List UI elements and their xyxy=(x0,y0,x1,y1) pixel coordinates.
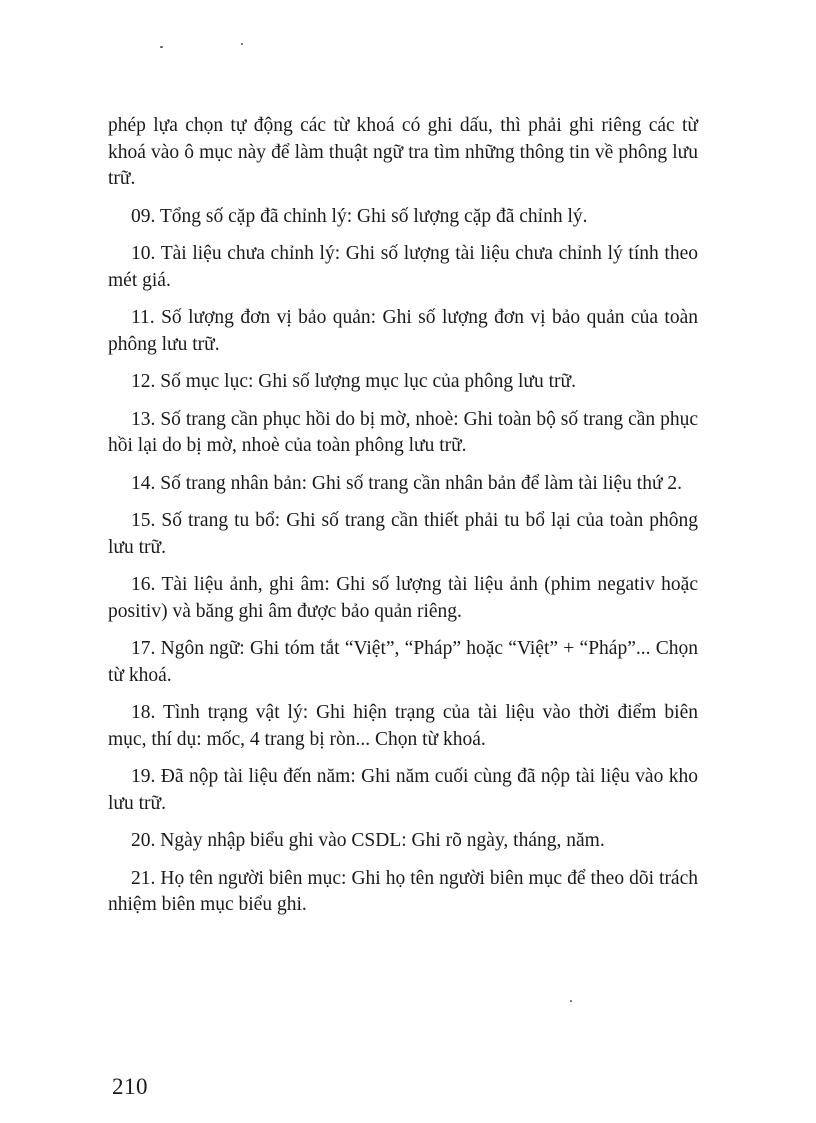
page-number: 210 xyxy=(112,1074,148,1099)
scan-speck xyxy=(241,43,243,45)
paragraph-item-11: 11. Số lượng đơn vị bảo quản: Ghi số lượng đơn vị bảo quản của toàn phông lưu trữ. xyxy=(108,307,698,355)
paragraph-item-10: 10. Tài liệu chưa chỉnh lý: Ghi số lượng tài liệu chưa chỉnh lý tính theo mét giá. xyxy=(108,243,698,291)
paragraph-item-16: 16. Tài liệu ảnh, ghi âm: Ghi số lượng tài liệu ảnh (phim negativ hoặc positiv) và băng ghi âm được bảo quản riêng. xyxy=(108,574,698,622)
paragraph-item-12: 12. Số mục lục: Ghi số lượng mục lục của phông lưu trữ. xyxy=(131,371,576,392)
paragraph-item-15: 15. Số trang tu bổ: Ghi số trang cần thiết phải tu bổ lại của toàn phông lưu trữ. xyxy=(108,510,698,558)
paragraph-item-09: 09. Tổng số cặp đã chỉnh lý: Ghi số lượng cặp đã chỉnh lý. xyxy=(131,205,588,227)
paragraph-item-19: 19. Đã nộp tài liệu đến năm: Ghi năm cuối cùng đã nộp tài liệu vào kho lưu trữ. xyxy=(108,766,698,814)
scan-speck xyxy=(160,46,163,48)
paragraph-item-20: 20. Ngày nhập biểu ghi vào CSDL: Ghi rõ ngày, tháng, năm. xyxy=(131,830,605,851)
paragraph-item-17: 17. Ngôn ngữ: Ghi tóm tắt “Việt”, “Pháp” hoặc “Việt” + “Pháp”... Chọn từ khoá. xyxy=(108,638,698,686)
paragraph-item-18: 18. Tình trạng vật lý: Ghi hiện trạng của tài liệu vào thời điểm biên mục, thí dụ: mốc, 4 trang bị ròn... Chọn từ khoá. xyxy=(108,702,698,750)
body-text xyxy=(108,113,698,930)
paragraph-item-21: 21. Họ tên người biên mục: Ghi họ tên người biên mục để theo dõi trách nhiệm biên mục biểu ghi. xyxy=(108,867,698,915)
paragraph-item-13: 13. Số trang cần phục hồi do bị mờ, nhoè: Ghi toàn bộ số trang cần phục hồi lại do bị mờ, nhoè của toàn phông lưu trữ. xyxy=(108,408,698,456)
scan-speck xyxy=(570,1000,572,1002)
paragraph-item-14: 14. Số trang nhân bản: Ghi số trang cần nhân bản để làm tài liệu thứ 2. xyxy=(131,472,683,494)
paragraph-continuation: phép lựa chọn tự động các từ khoá có ghi dấu, thì phải ghi riêng các từ khoá vào ô mục này để làm thuật ngữ tra tìm những thông tin về phông lưu trữ. xyxy=(108,115,698,189)
